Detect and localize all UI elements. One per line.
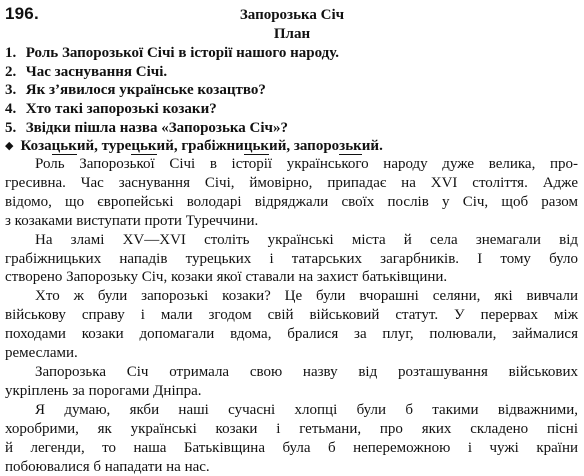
plan-item-text: Як з’явилося українське козацтво? bbox=[26, 82, 266, 98]
word-suffix: цьк bbox=[131, 138, 156, 155]
plan-item bbox=[5, 63, 580, 82]
plan-item bbox=[5, 44, 580, 63]
plan-item-number: 1. bbox=[5, 44, 22, 63]
plan-item-number: 4. bbox=[5, 100, 22, 119]
text-line: грабіжницьких нападів турецьких і татарських загарбників. І тому було bbox=[5, 250, 578, 269]
paragraph bbox=[5, 401, 578, 476]
text-line: укріплень за порогами Дніпра. bbox=[5, 382, 578, 401]
word-hrabizhnytskyi: грабіжницький, bbox=[181, 138, 294, 155]
word-kozatskyi: Козацький, bbox=[20, 138, 101, 155]
text-line: відомо, що європейські володарі відряджали своїх послів у Січ, щоб разом bbox=[5, 193, 578, 212]
text-line: Роль Запорозької Січі в історії українського народу дуже велика, про- bbox=[5, 155, 578, 174]
text-line: На зламі XV—XVI століть українські міста й села знемагали від bbox=[5, 231, 578, 250]
paragraph bbox=[5, 287, 578, 363]
text-line: походами козаки допомагали вдома, бралися за плуг, полювали, займалися bbox=[5, 325, 578, 344]
plan-item-text: Звідки пішла назва «Запорозька Січ»? bbox=[26, 120, 288, 136]
exercise-number: 196. bbox=[5, 4, 39, 24]
spelling-words-line bbox=[5, 137, 383, 156]
plan-heading: План bbox=[0, 25, 584, 43]
text-line: Запорозька Січ отримала свою назву від розташування військових bbox=[5, 363, 578, 382]
text-line: побоювалися б нападати на нас. bbox=[5, 458, 578, 476]
text-line: ремеслами. bbox=[5, 344, 578, 363]
plan-item-text: Роль Запорозької Січі в історії нашого народу. bbox=[26, 45, 339, 61]
plan-item bbox=[5, 100, 580, 119]
plan-item-text: Час заснування Січі. bbox=[26, 64, 167, 80]
text-line: створено Запорозьку Січ, козаки якої ставали на захист батьківщини. bbox=[5, 268, 578, 287]
plan-list bbox=[5, 44, 580, 138]
paragraph bbox=[5, 231, 578, 288]
text-line: військову справу і мали згодом свій військовий статут. У перервах між bbox=[5, 306, 578, 325]
word-suffix: цьк bbox=[244, 138, 269, 155]
word-zaporozkyi: запорозький. bbox=[294, 138, 383, 155]
paragraph bbox=[5, 363, 578, 401]
plan-item-number: 3. bbox=[5, 81, 22, 100]
plan-item bbox=[5, 81, 580, 100]
text-line: Хто ж були запорозькі козаки? Це були вчорашні селяни, які вивчали bbox=[5, 287, 578, 306]
text-title: Запорозька Січ bbox=[0, 6, 584, 24]
plan-item-text: Хто такі запорозькі козаки? bbox=[26, 101, 217, 117]
text-line: Я думаю, якби наші сучасні хлопці були б такими відважними, bbox=[5, 401, 578, 420]
diamond-bullet-icon: ◆ bbox=[5, 139, 13, 152]
text-line: хоробрими, як українські козаки і гетьмани, про яких складено пісні bbox=[5, 420, 578, 439]
text-line: гресивна. Час заснування Січі, ймовірно, припадає на XVI століття. Адже bbox=[5, 174, 578, 193]
text-line: з козаками виступати проти Туреччини. bbox=[5, 212, 578, 231]
plan-item bbox=[5, 119, 580, 138]
text-line: й легенди, то наша Батьківщина була б непереможною і чужі країни bbox=[5, 439, 578, 458]
plan-item-number: 2. bbox=[5, 63, 22, 82]
word-turetskyi: турецький, bbox=[102, 138, 182, 155]
paragraph bbox=[5, 155, 578, 231]
word-suffix: зьк bbox=[339, 138, 362, 155]
essay-text bbox=[5, 155, 578, 476]
word-suffix: цьк bbox=[52, 138, 77, 155]
plan-item-number: 5. bbox=[5, 119, 22, 138]
